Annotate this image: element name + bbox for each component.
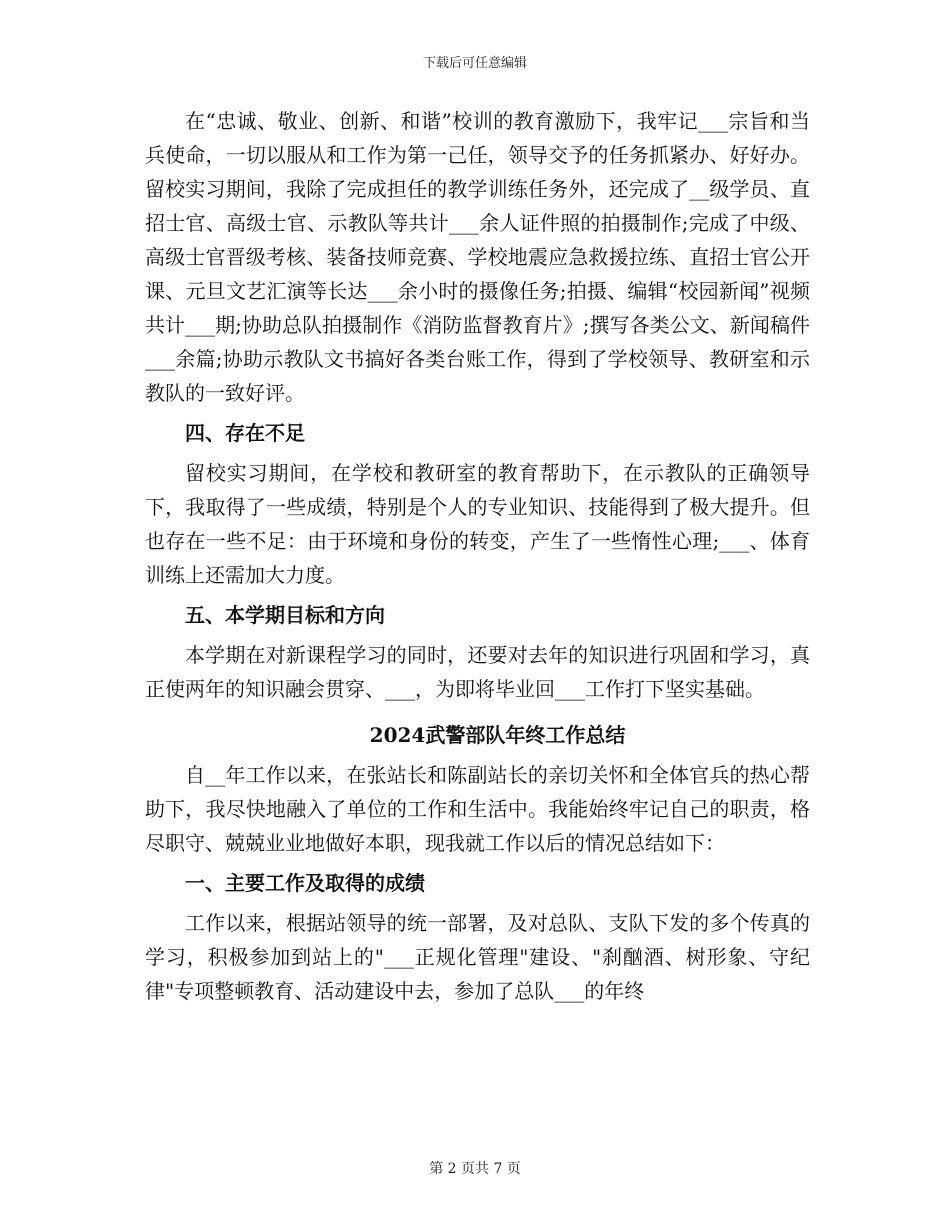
heading-goals: 五、本学期目标和方向 (185, 603, 385, 627)
paragraph-intro: 自__年工作以来，在张站长和陈副站长的亲切关怀和全体官兵的热心帮助下，我尽快地融入了单位的工作和生活中。我能始终牢记自己的职责，格尽职守、兢兢业业地做好本职，现我就工作以后的情况总结如下： (145, 763, 810, 855)
paragraph-goals: 本学期在对新课程学习的同时，还要对去年的知识进行巩固和学习，真正使两年的知识融会贯穿、___，为即将毕业回___工作打下坚实基础。 (145, 643, 810, 701)
page-header: 下载后可任意编辑 (422, 56, 527, 71)
page-footer: 第 2 页共 7 页 (429, 1161, 521, 1177)
heading-main-work: 一、主要工作及取得的成绩 (185, 871, 425, 895)
document-title: 2024武警部队年终工作总结 (369, 723, 626, 747)
paragraph-main-work: 工作以来，根据站领导的统一部署，及对总队、支队下发的多个传真的学习，积极参加到站上的"___正规化管理"建设、"刹酗酒、树形象、守纪律"专项整顿教育、活动建设中去，参加了总队___的年终 (145, 911, 810, 1003)
document-body (145, 104, 810, 1008)
heading-shortcomings: 四、存在不足 (185, 421, 305, 445)
paragraph-school-motto: 在“忠诚、敬业、创新、和谐”校训的教育激励下，我牢记___宗旨和当兵使命，一切以服从和工作为第一己任，领导交予的任务抓紧办、好好办。留校实习期间，我除了完成担任的教学训练任务外，还完成了__级学员、直招士官、高级士官、示教队等共计___余人证件照的拍摄制作;完成了中级、高级士官晋级考核、装备技师竞赛、学校地震应急救援拉练、直招士官公开课、元旦文艺汇演等长达___余小时的摄像任务;拍摄、编辑“校园新闻”视频共计___期;协助总队拍摄制作《消防监督教育片》;撰写各类公文、新闻稿件___余篇;协助示教队文书搞好各类台账工作，得到了学校领导、教研室和示教队的一致好评。 (145, 109, 810, 405)
paragraph-shortcomings: 留校实习期间，在学校和教研室的教育帮助下，在示教队的正确领导下，我取得了一些成绩，特别是个人的专业知识、技能得到了极大提升。但也存在一些不足：由于环境和身份的转变，产生了一些惰性心理;___、体育训练上还需加大力度。 (145, 461, 810, 587)
